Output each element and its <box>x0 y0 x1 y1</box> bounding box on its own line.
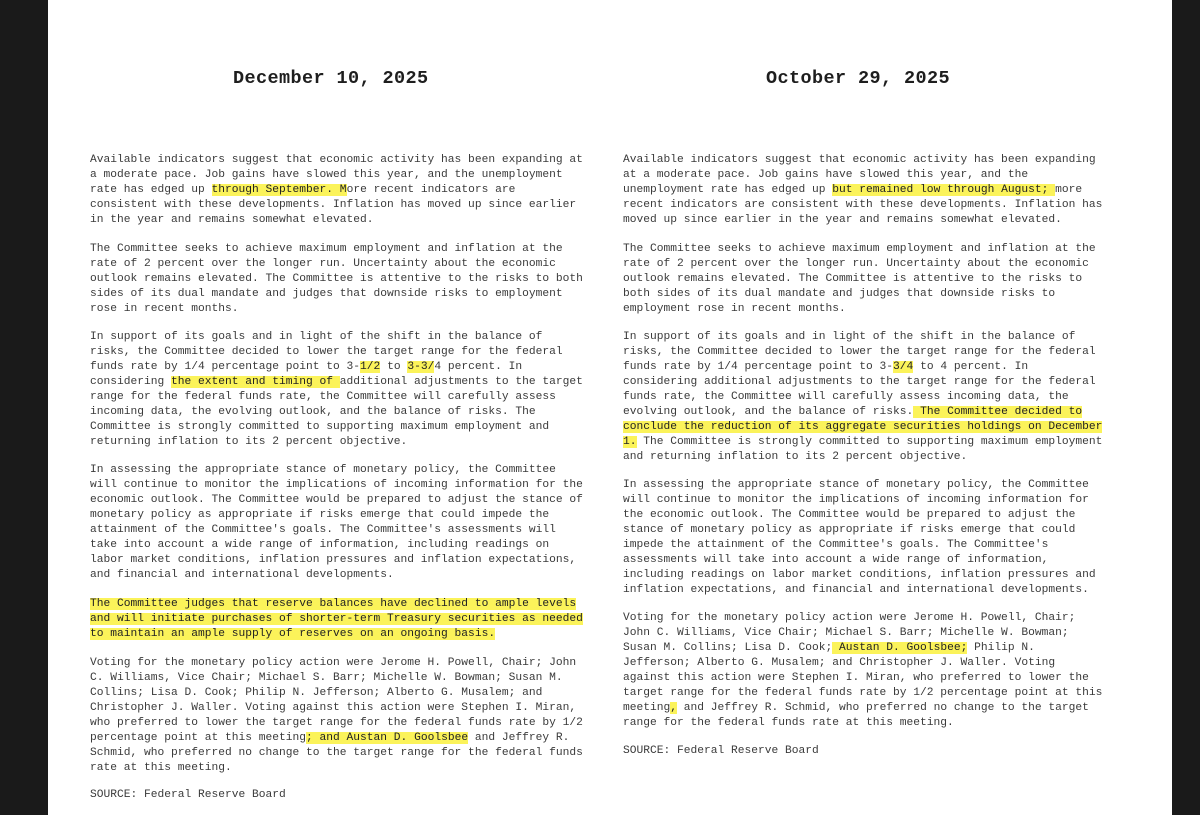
text-line <box>623 375 1102 390</box>
text-segment: to <box>380 361 408 373</box>
highlighted-text: 3-3/ <box>407 361 435 373</box>
text-segment: considering <box>90 376 172 388</box>
text-line <box>623 538 1096 553</box>
text-line <box>90 788 286 803</box>
text-segment: more <box>1055 184 1083 196</box>
highlighted-text: Austan D. Goolsbee; <box>832 642 968 654</box>
text-segment: SOURCE: Federal Reserve Board <box>623 745 819 757</box>
text-segment: and financial and international developments. <box>90 569 394 581</box>
highlighted-text: but remained low through August; <box>832 184 1056 196</box>
text-line <box>90 153 583 168</box>
text-segment: In support of its goals and in light of the shift in the balance of <box>623 331 1076 343</box>
text-segment: incoming data, the evolving outlook, and the balance of risks. The <box>90 406 536 418</box>
text-segment: who preferred to lower the target range for the federal funds rate by 1/2 <box>90 717 583 729</box>
text-segment: In assessing the appropriate stance of monetary policy, the Committee <box>90 464 556 476</box>
text-segment: Susan M. Collins; Lisa D. Cook; <box>623 642 833 654</box>
text-line <box>90 330 583 345</box>
text-segment: meeting <box>623 702 671 714</box>
text-segment: 4 percent. In <box>434 361 523 373</box>
text-segment: Philip N. <box>967 642 1035 654</box>
text-segment: Committee is strongly committed to supporting maximum employment and <box>90 421 550 433</box>
text-segment: outlook remains elevated. The Committee is attentive to the risks to both <box>90 273 583 285</box>
text-segment: In assessing the appropriate stance of monetary policy, the Committee <box>623 479 1089 491</box>
paragraph-voting <box>90 656 583 776</box>
highlighted-text: through September. M <box>211 184 347 196</box>
text-line <box>90 168 583 183</box>
text-segment: Voting for the monetary policy action were Jerome H. Powell, Chair; <box>623 612 1076 624</box>
highlighted-text: conclude the reduction of its aggregate securities holdings on December <box>623 421 1103 433</box>
text-line <box>623 302 1096 317</box>
text-line <box>623 671 1102 686</box>
text-line <box>90 686 583 701</box>
text-line <box>90 701 583 716</box>
text-segment: The Committee is strongly committed to supporting maximum employment <box>636 436 1103 448</box>
paragraph-4 <box>90 463 583 583</box>
text-line <box>90 198 583 213</box>
highlighted-text: 1/2 <box>360 361 381 373</box>
text-segment: Schmid, who preferred no change to the target range for the federal funds <box>90 747 583 759</box>
text-segment: at a moderate pace. Job gains have slowed this year, and the <box>623 169 1029 181</box>
paragraph-voting <box>623 611 1102 731</box>
text-line <box>90 183 583 198</box>
text-segment: C. Williams, Vice Chair; Michael S. Barr; Michelle W. Bowman; Susan M. <box>90 672 563 684</box>
paragraph-2 <box>90 242 583 317</box>
text-segment: moved up since earlier in the year and remains somewhat elevated. <box>623 214 1062 226</box>
text-line <box>90 360 583 375</box>
highlighted-text: the extent and timing of <box>171 376 340 388</box>
text-line <box>90 375 583 390</box>
text-segment: funds rate by 1/4 percentage point to 3- <box>90 361 361 373</box>
text-line <box>623 626 1102 641</box>
text-line <box>90 731 583 746</box>
text-line <box>90 612 583 627</box>
left-dark-border <box>0 0 48 815</box>
text-segment: unemployment rate has edged up <box>623 184 833 196</box>
paragraph-1 <box>90 153 583 228</box>
text-line <box>90 553 583 568</box>
text-line <box>623 508 1096 523</box>
date-heading-december: December 10, 2025 <box>233 68 429 89</box>
text-line <box>90 242 583 257</box>
text-segment: stance of monetary policy as appropriate if risks emerge that could <box>623 524 1076 536</box>
text-segment: both sides of its dual mandate and judges that downside risks to <box>623 288 1056 300</box>
text-segment: Christopher J. Waller. Voting against this action were Stephen I. Miran, <box>90 702 577 714</box>
text-segment: Collins; Lisa D. Cook; Philip N. Jefferson; Alberto G. Musalem; and <box>90 687 543 699</box>
text-line <box>90 671 583 686</box>
text-segment: risks, the Committee decided to lower the target range for the federal <box>90 346 563 358</box>
text-segment: rate of 2 percent over the longer run. Uncertainty about the economic <box>623 258 1089 270</box>
text-line <box>623 686 1102 701</box>
text-line <box>623 257 1096 272</box>
highlighted-text: and will initiate purchases of shorter-term Treasury securities as needed <box>90 613 583 625</box>
document-page <box>48 0 1172 815</box>
text-segment: rose in recent months. <box>90 303 239 315</box>
text-segment: will continue to monitor the implications of incoming information for <box>623 494 1089 506</box>
text-segment: monetary policy as appropriate if risks emerge that could impede the <box>90 509 550 521</box>
text-line <box>90 746 583 761</box>
highlighted-text: ; and Austan D. Goolsbee <box>306 732 469 744</box>
text-segment: sides of its dual mandate and judges that downside risks to employment <box>90 288 563 300</box>
paragraph-5 <box>90 597 583 642</box>
text-segment: including readings on labor market conditions, inflation pressures and <box>623 569 1096 581</box>
paragraph-3 <box>90 330 583 450</box>
text-segment: attainment of the Committee's goals. The Committee's assessments will <box>90 524 556 536</box>
text-segment: In support of its goals and in light of the shift in the balance of <box>90 331 543 343</box>
text-line <box>623 701 1102 716</box>
text-segment: ore recent indicators are <box>346 184 516 196</box>
text-segment: The Committee seeks to achieve maximum employment and inflation at the <box>90 243 563 255</box>
right-dark-border <box>1172 0 1200 815</box>
text-line <box>623 656 1102 671</box>
text-segment: considering additional adjustments to the target range for the federal <box>623 376 1096 388</box>
text-segment: SOURCE: Federal Reserve Board <box>90 789 286 801</box>
text-line <box>623 568 1096 583</box>
paragraph-4 <box>623 478 1096 598</box>
text-segment: outlook remains elevated. The Committee is attentive to the risks to <box>623 273 1083 285</box>
text-line <box>90 478 583 493</box>
text-line <box>623 450 1102 465</box>
text-line <box>90 435 583 450</box>
text-segment: and Jeffrey R. <box>468 732 570 744</box>
text-line <box>90 390 583 405</box>
text-line <box>623 405 1102 420</box>
text-line <box>623 641 1102 656</box>
text-line <box>623 242 1096 257</box>
highlighted-text: The Committee decided to <box>913 406 1083 418</box>
date-heading-october: October 29, 2025 <box>766 68 951 89</box>
text-line <box>90 257 583 272</box>
text-line <box>90 627 583 642</box>
text-segment: will continue to monitor the implications of incoming information for the <box>90 479 583 491</box>
text-segment: Available indicators suggest that economic activity has been expanding <box>623 154 1096 166</box>
text-line <box>90 523 583 538</box>
text-line <box>90 463 583 478</box>
text-segment: labor market conditions, inflation pressures and inflation expectations, <box>90 554 577 566</box>
text-segment: Voting for the monetary policy action were Jerome H. Powell, Chair; John <box>90 657 577 669</box>
text-line <box>623 583 1096 598</box>
text-line <box>623 390 1102 405</box>
text-segment: the economic outlook. The Committee would be prepared to adjust the <box>623 509 1076 521</box>
paragraph-1 <box>623 153 1102 228</box>
text-segment: additional adjustments to the target <box>339 376 583 388</box>
text-segment: range for the federal funds rate, the Committee will carefully assess <box>90 391 556 403</box>
text-segment: economic outlook. The Committee would be prepared to adjust the stance of <box>90 494 583 506</box>
text-segment: Jefferson; Alberto G. Musalem; and Christopher J. Waller. Voting <box>623 657 1056 669</box>
text-segment: risks, the Committee decided to lower the target range for the federal <box>623 346 1096 358</box>
text-segment: against this action were Stephen I. Miran, who preferred to lower the <box>623 672 1089 684</box>
text-segment: evolving outlook, and the balance of risks. <box>623 406 914 418</box>
text-segment: recent indicators are consistent with these developments. Inflation has <box>623 199 1103 211</box>
text-line <box>90 716 583 731</box>
paragraph-2 <box>623 242 1096 317</box>
text-line <box>90 302 583 317</box>
text-line <box>623 478 1096 493</box>
text-line <box>90 272 583 287</box>
text-line <box>623 611 1102 626</box>
source-line <box>90 788 286 803</box>
text-line <box>623 287 1096 302</box>
text-line <box>623 345 1102 360</box>
text-line <box>90 420 583 435</box>
text-segment: funds rate by 1/4 percentage point to 3- <box>623 361 894 373</box>
highlighted-text: 1. <box>623 436 637 448</box>
text-segment: rate has edged up <box>90 184 212 196</box>
text-line <box>90 345 583 360</box>
text-segment: target range for the federal funds rate by 1/2 percentage point at this <box>623 687 1103 699</box>
text-segment: impede the attainment of the Committee's goals. The Committee's <box>623 539 1049 551</box>
text-segment: take into account a wide range of information, including readings on <box>90 539 550 551</box>
highlighted-text: 3/4 <box>893 361 914 373</box>
text-segment: employment rose in recent months. <box>623 303 846 315</box>
text-line <box>623 183 1102 198</box>
highlighted-text: , <box>670 702 678 714</box>
text-segment: Available indicators suggest that economic activity has been expanding at <box>90 154 583 166</box>
text-line <box>623 493 1096 508</box>
text-line <box>623 716 1102 731</box>
text-segment: range for the federal funds rate at this meeting. <box>623 717 954 729</box>
text-line <box>90 213 583 228</box>
paragraph-3 <box>623 330 1102 465</box>
text-line <box>90 493 583 508</box>
text-line <box>90 761 583 776</box>
text-line <box>90 538 583 553</box>
text-line <box>90 568 583 583</box>
text-segment: rate of 2 percent over the longer run. Uncertainty about the economic <box>90 258 556 270</box>
text-segment: John C. Williams, Vice Chair; Michael S. Barr; Michelle W. Bowman; <box>623 627 1069 639</box>
source-line <box>623 744 819 759</box>
text-segment: consistent with these developments. Inflation has moved up since earlier <box>90 199 577 211</box>
text-line <box>623 435 1102 450</box>
text-segment: and returning inflation to its 2 percent objective. <box>623 451 968 463</box>
text-segment: to 4 percent. In <box>913 361 1029 373</box>
text-line <box>623 272 1096 287</box>
text-line <box>90 656 583 671</box>
text-line <box>623 198 1102 213</box>
text-line <box>623 360 1102 375</box>
text-segment: in the year and remains somewhat elevated. <box>90 214 374 226</box>
text-segment: returning inflation to its 2 percent objective. <box>90 436 408 448</box>
text-line <box>623 168 1102 183</box>
text-segment: inflation expectations, and financial and international developments. <box>623 584 1089 596</box>
text-line <box>90 287 583 302</box>
text-line <box>90 405 583 420</box>
highlighted-text: The Committee judges that reserve balances have declined to ample levels <box>90 598 577 610</box>
text-line <box>623 330 1102 345</box>
text-line <box>623 523 1096 538</box>
text-line <box>90 508 583 523</box>
text-segment: rate at this meeting. <box>90 762 232 774</box>
text-segment: assessments will take into account a wide range of information, <box>623 554 1049 566</box>
text-segment: and Jeffrey R. Schmid, who preferred no change to the target <box>677 702 1089 714</box>
text-segment: a moderate pace. Job gains have slowed this year, and the unemployment <box>90 169 563 181</box>
text-line <box>623 744 819 759</box>
text-segment: percentage point at this meeting <box>90 732 307 744</box>
text-line <box>623 553 1096 568</box>
text-line <box>623 153 1102 168</box>
text-segment: The Committee seeks to achieve maximum employment and inflation at the <box>623 243 1096 255</box>
text-line <box>623 420 1102 435</box>
highlighted-text: to maintain an ample supply of reserves on an ongoing basis. <box>90 628 496 640</box>
text-segment: funds rate, the Committee will carefully assess incoming data, the <box>623 391 1069 403</box>
text-line <box>623 213 1102 228</box>
text-line <box>90 597 583 612</box>
